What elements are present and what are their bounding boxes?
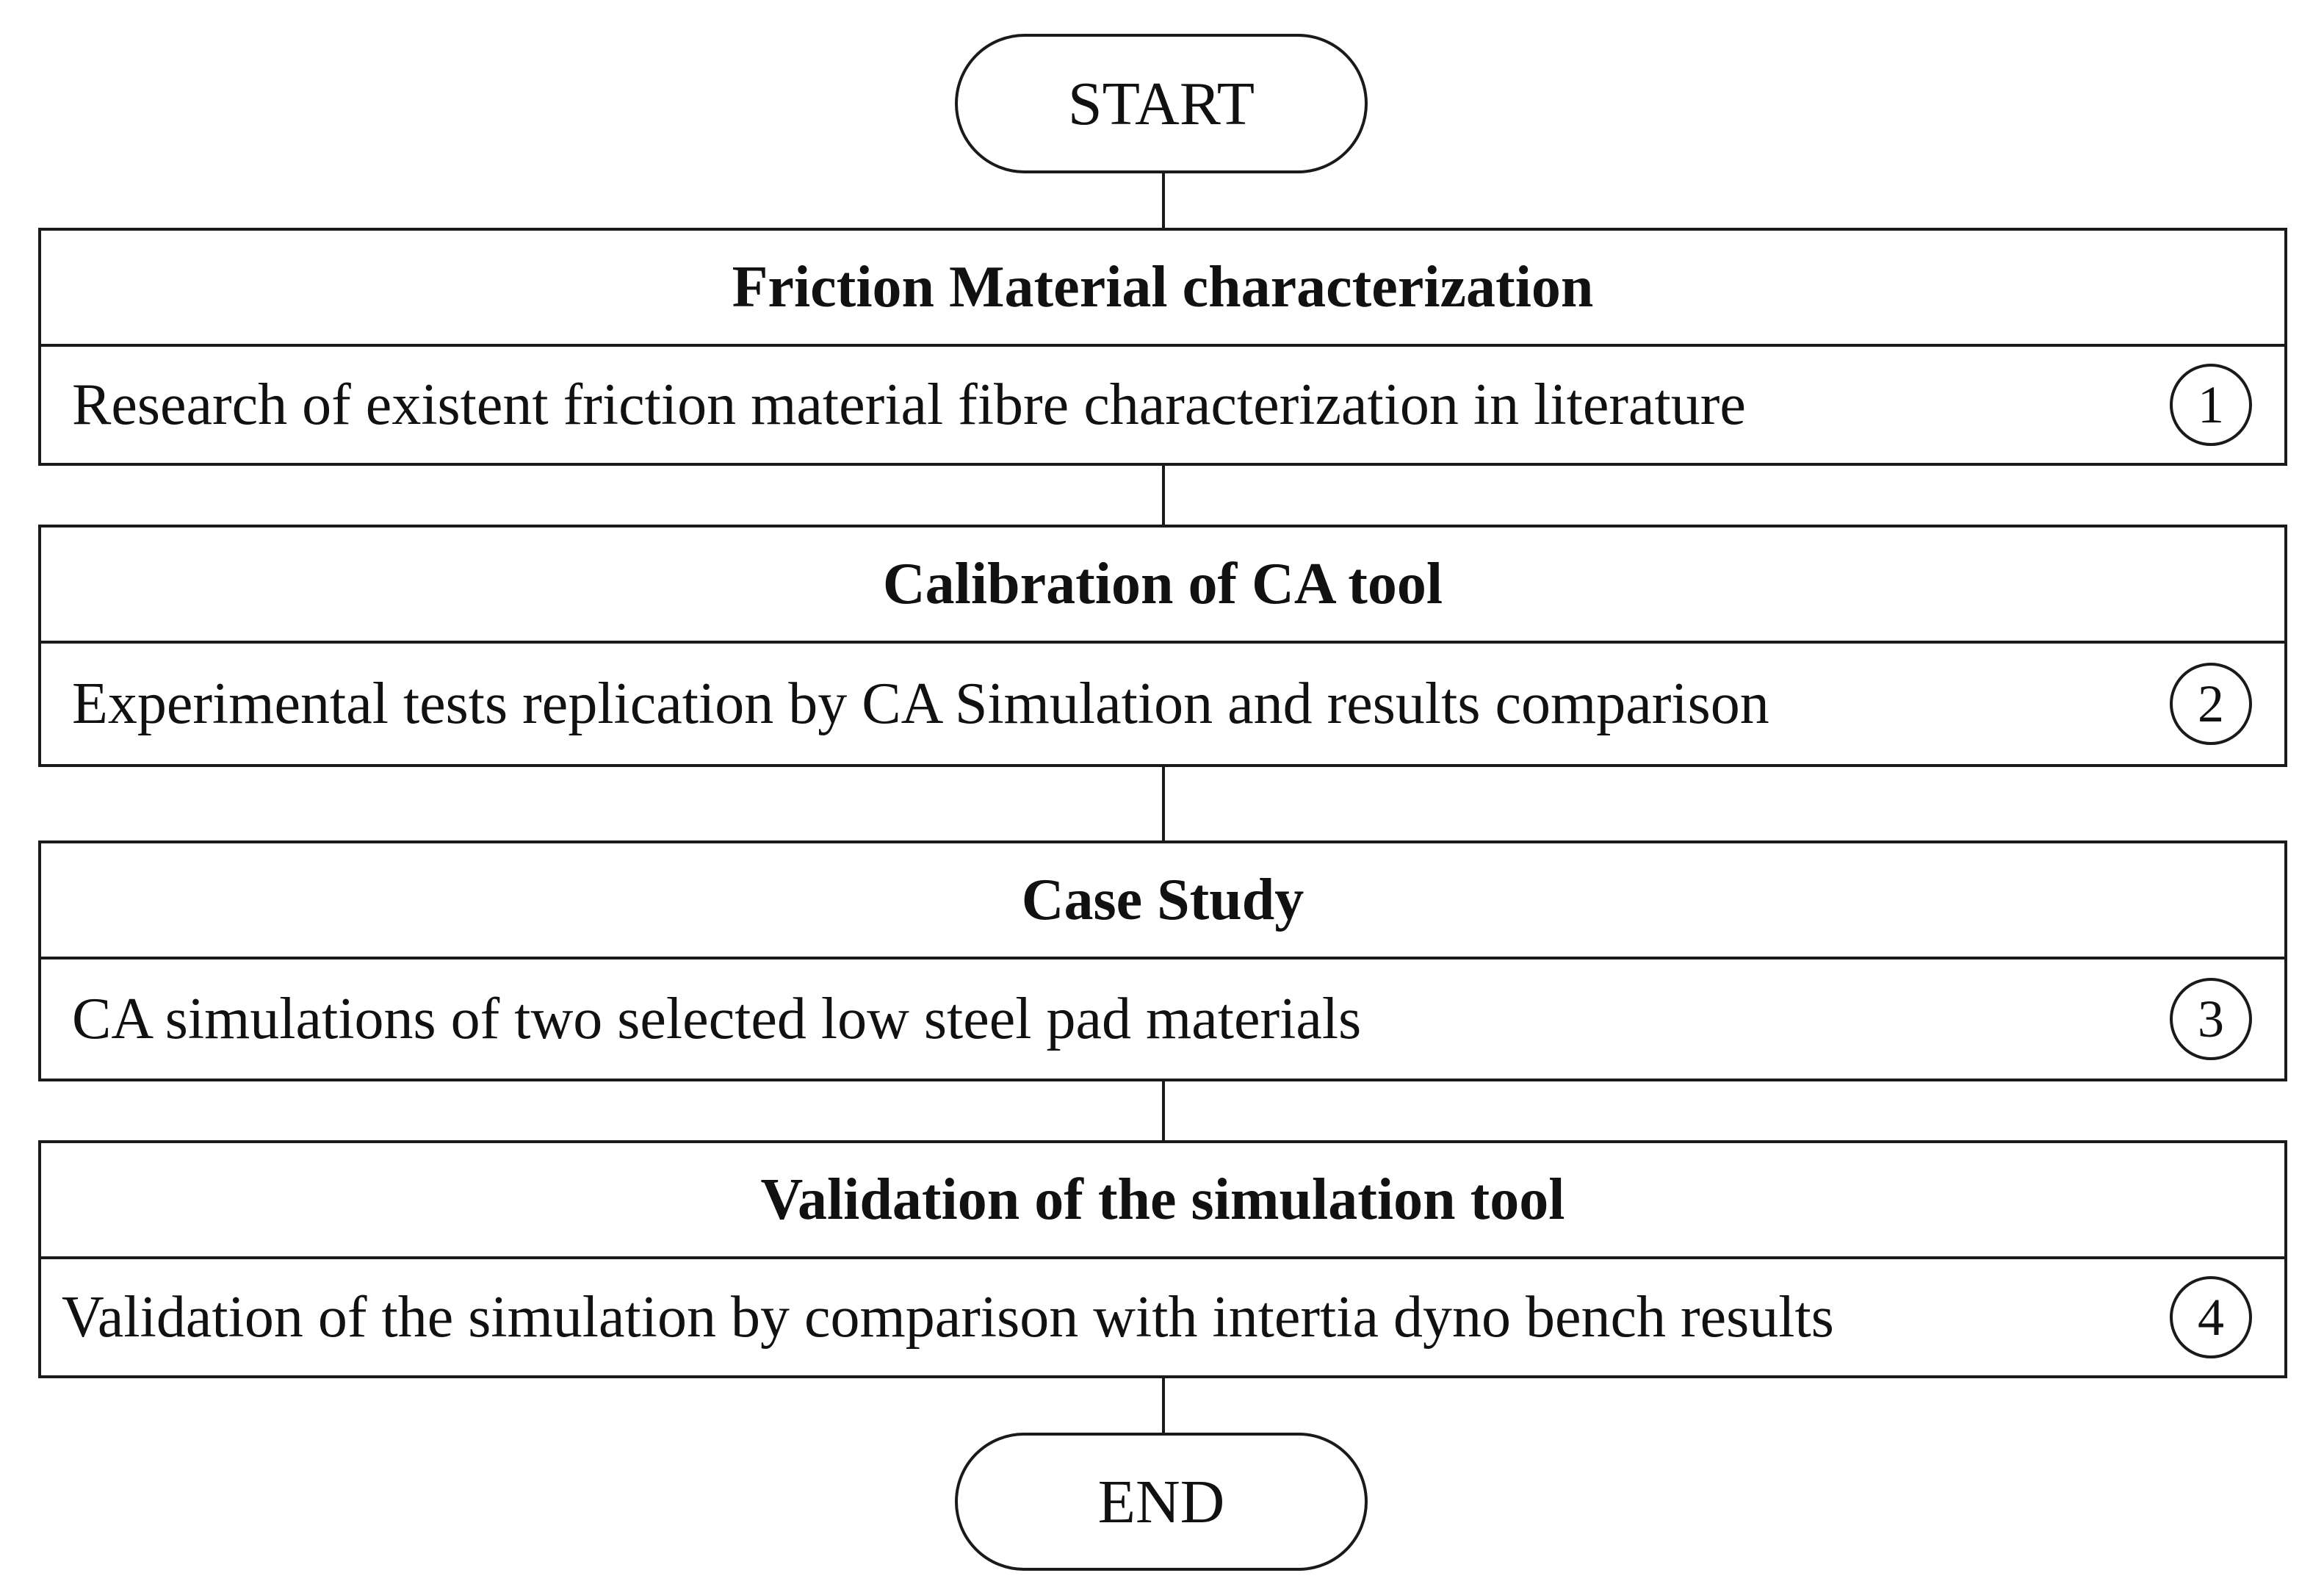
step-4-description — [41, 1259, 2284, 1375]
connector-step-4-to-end — [1162, 1377, 1165, 1434]
start-label: START — [1067, 69, 1255, 138]
step-3-box — [38, 840, 2287, 1081]
step-1-description-text: Research of existent friction material fibre characterization in literature — [72, 372, 1746, 437]
step-3-number-badge: 3 — [2170, 978, 2252, 1060]
step-4-description-text: Validation of the simulation by comparison with intertia dyno bench results — [62, 1284, 1834, 1350]
step-2-number-badge: 2 — [2170, 663, 2252, 745]
end-label: END — [1097, 1467, 1225, 1536]
end-terminal — [955, 1433, 1368, 1571]
step-1-number-badge: 1 — [2170, 364, 2252, 446]
step-3-title-text: Case Study — [1021, 867, 1304, 932]
connector-start-to-step-1 — [1162, 173, 1165, 229]
step-4-title — [41, 1143, 2284, 1259]
step-1-box — [38, 228, 2287, 466]
start-terminal — [955, 34, 1368, 173]
step-3-title — [41, 843, 2284, 959]
step-1-description — [41, 347, 2284, 463]
step-1-title-text: Friction Material characterization — [732, 254, 1594, 320]
step-1-title — [41, 231, 2284, 347]
connector-step-2-to-step-3 — [1162, 766, 1165, 842]
connector-step-3-to-step-4 — [1162, 1080, 1165, 1142]
step-2-description-text: Experimental tests replication by CA Simulation and results comparison — [72, 671, 1769, 736]
step-2-title — [41, 528, 2284, 644]
step-2-description — [41, 644, 2284, 764]
step-4-title-text: Validation of the simulation tool — [760, 1167, 1565, 1232]
step-2-title-text: Calibration of CA tool — [882, 551, 1443, 616]
connector-step-1-to-step-2 — [1162, 464, 1165, 526]
step-4-box — [38, 1140, 2287, 1378]
step-4-number-badge: 4 — [2170, 1276, 2252, 1358]
step-2-box — [38, 525, 2287, 767]
step-3-description-text: CA simulations of two selected low steel pad materials — [72, 986, 1362, 1051]
step-3-description — [41, 959, 2284, 1079]
